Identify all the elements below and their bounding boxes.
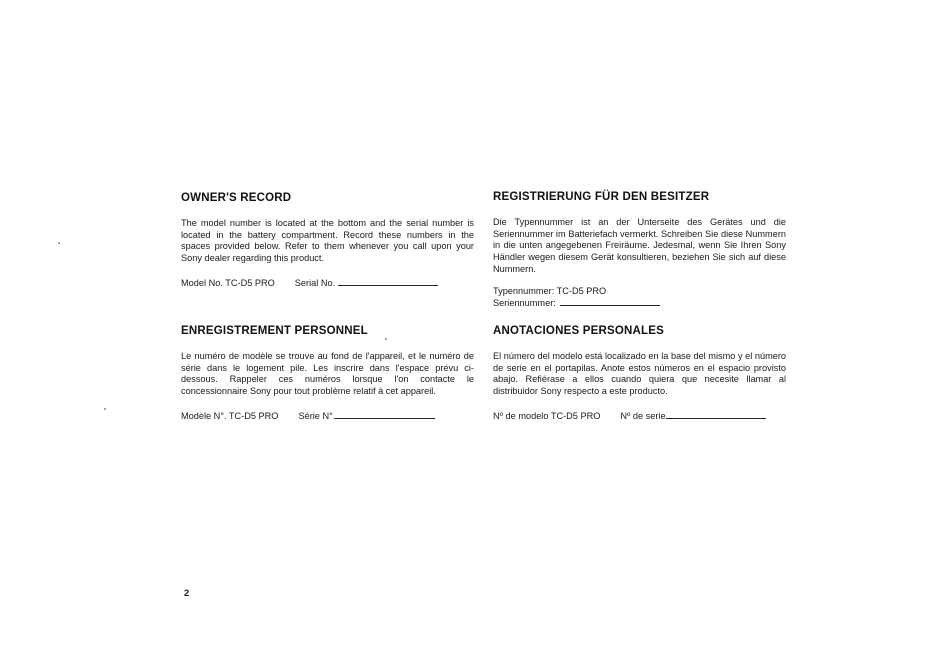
anotaciones-fields [493, 410, 786, 423]
owners-record-body: The model number is located at the bottom and the serial number is located in the battery compartment. Record these numbers in the spaces provided below. Refer to them whenever you call upon your Sony dealer regarding this product. [181, 218, 474, 264]
scan-speck [104, 408, 106, 410]
model-number-label: Model No. TC-D5 PRO [181, 277, 275, 288]
seriennummer-label: Seriennummer: [493, 298, 556, 309]
owners-record-fields [181, 277, 474, 290]
seriennummer-blank [560, 297, 660, 306]
serial-number-label: Serial No. [294, 277, 336, 288]
serial-number-blank [338, 277, 438, 286]
enregistrement-title: ENREGISTREMENT PERSONNEL [181, 325, 368, 337]
anotaciones-title: ANOTACIONES PERSONALES [493, 325, 664, 337]
registrierung-title: REGISTRIERUNG FÜR DEN BESITZER [493, 191, 710, 203]
scan-speck [385, 338, 387, 340]
scan-speck [58, 242, 60, 244]
typennummer-label: Typennummer: TC-D5 PRO [493, 285, 607, 296]
enregistrement-body: Le numéro de modèle se trouve au fond de l'appareil, et le numéro de série dans le logement pile. Les inscrire dans l'espace prévu ci-dessous. Rappeler ces numéros lorsque l'on contacte le concessionnaire Sony pour tout problème relatif à cet appareil. [181, 351, 474, 397]
section-enregistrement [181, 325, 474, 423]
registrierung-body: Die Typennummer ist an der Unterseite des Gerätes und die Seriennummer im Batteriefach vermerkt. Schreiben Sie diese Nummern in die unten angegebenen Freiräume. Jedesmal, wenn Sie Ihren Sony Händler wegen diesem Gerät konsultieren, beziehen Sie sich auf diese Nummern. [493, 217, 786, 274]
owners-record-title: OWNER'S RECORD [181, 192, 292, 204]
section-registrierung [493, 191, 786, 310]
numero-serie-label: Nº de serie [620, 410, 666, 421]
enregistrement-fields [181, 410, 474, 423]
section-anotaciones [493, 325, 786, 423]
section-owners-record [181, 192, 474, 290]
numero-modelo-label: Nº de modelo TC-D5 PRO [493, 410, 601, 421]
serie-label: Série N°. [298, 410, 336, 421]
serie-blank [335, 410, 435, 419]
page-number: 2 [184, 588, 190, 599]
modele-label: Modèle N°. TC-D5 PRO [181, 410, 279, 421]
registrierung-fields [493, 286, 786, 310]
numero-serie-blank [666, 410, 766, 419]
anotaciones-body: El número del modelo está localizado en la base del mismo y el número de serie en el portapilas. Anote estos números en el espacio provisto abajo. Refiérase a ellos cuando quiera que necesite llamar al distribuidor Sony respecto a este producto. [493, 351, 786, 397]
